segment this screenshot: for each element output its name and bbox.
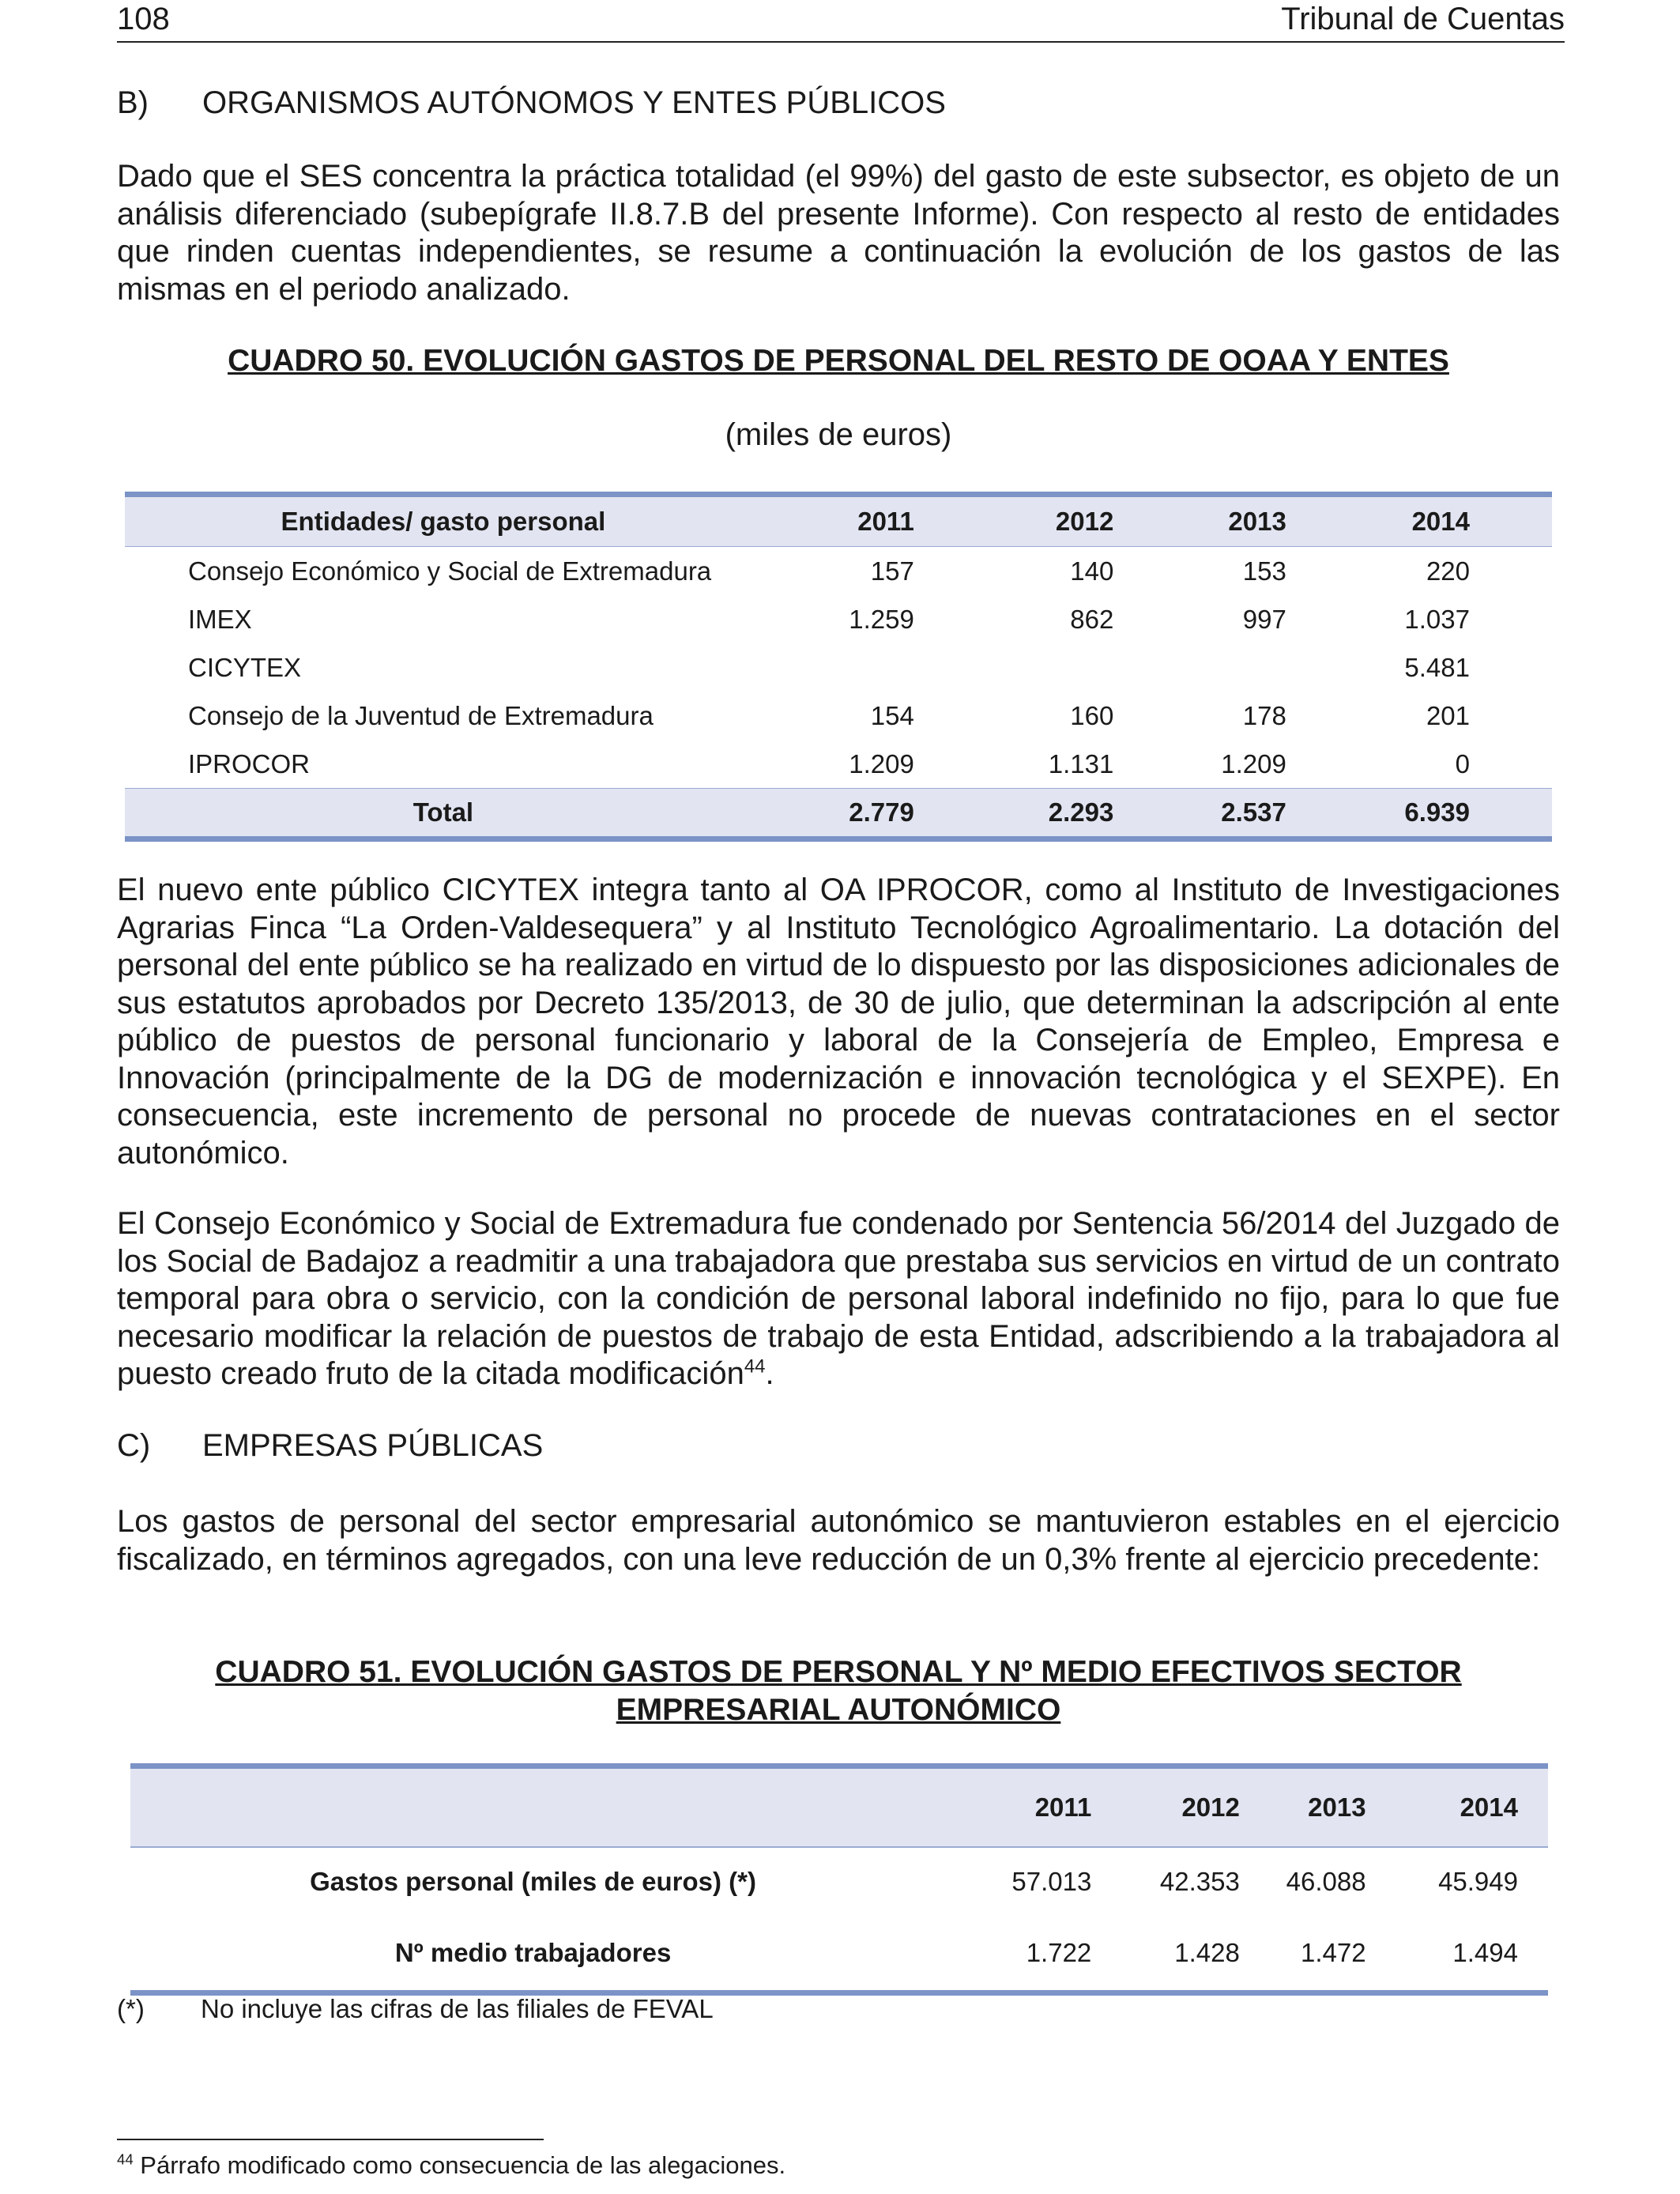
section-b-heading xyxy=(117,85,1560,125)
table-cell: IPROCOR xyxy=(188,748,311,778)
table-cell: 157 xyxy=(870,556,914,586)
table-cell: 220 xyxy=(1426,556,1470,586)
table-cell: 1.037 xyxy=(1404,604,1470,634)
paragraph-4: Los gastos de personal del sector empresarial autonómico se mantuvieron estables en el ejercicio fiscalizado, en términos agregados, con una leve reducción de un 0,3% frente al ejercicio precedente: xyxy=(117,1504,1560,1577)
table-note xyxy=(117,1994,1223,2026)
column-header: 2013 xyxy=(1241,1766,1367,1848)
section-c-heading xyxy=(117,1428,1560,1468)
total-label: Total xyxy=(412,797,474,827)
table-cell: 201 xyxy=(1426,700,1470,730)
table-50 xyxy=(125,492,1552,842)
table-50-caption: CUADRO 50. EVOLUCIÓN GASTOS DE PERSONAL DEL RESTO DE OOAA Y ENTES xyxy=(228,344,1449,378)
table-cell: 1.428 xyxy=(1174,1938,1240,1967)
total-cell: 6.939 xyxy=(1404,797,1470,827)
table-row xyxy=(125,595,1552,643)
column-header: 2011 xyxy=(936,1766,1091,1848)
table-cell: 140 xyxy=(1070,556,1114,586)
row-label: Gastos personal (miles de euros) (*) xyxy=(310,1867,756,1896)
table-cell: 154 xyxy=(870,700,914,730)
total-cell: 2.293 xyxy=(1048,797,1114,827)
table-cell: 1.209 xyxy=(849,748,914,778)
paragraph-3 xyxy=(117,1205,1560,1393)
table-cell xyxy=(1114,643,1287,692)
column-header: 2012 xyxy=(1091,1766,1241,1848)
table-cell: 45.949 xyxy=(1438,1867,1518,1896)
table-cell: 862 xyxy=(1070,604,1114,634)
table-cell: 1.259 xyxy=(849,604,914,634)
column-header: 2014 xyxy=(1367,1766,1548,1848)
table-row xyxy=(125,692,1552,740)
page-number: 108 xyxy=(117,2,170,36)
table-cell: 997 xyxy=(1242,604,1286,634)
table-cell: 160 xyxy=(1070,700,1114,730)
table-51-caption xyxy=(117,1653,1560,1729)
table-cell: Consejo de la Juventud de Extremadura xyxy=(188,700,654,730)
table-cell: 42.353 xyxy=(1159,1867,1240,1896)
table-row xyxy=(125,547,1552,596)
table-50-unit: (miles de euros) xyxy=(725,417,952,452)
column-header: 2012 xyxy=(915,495,1115,547)
table-cell: Consejo Económico y Social de Extremadura xyxy=(188,556,712,586)
section-c-title: EMPRESAS PÚBLICAS xyxy=(202,1428,544,1463)
table-note-text: No incluye las cifras de las filiales de FEVAL xyxy=(201,1994,714,2023)
table-header-row xyxy=(125,495,1552,547)
table-cell: 1.722 xyxy=(1026,1938,1092,1967)
footnote-number: 44 xyxy=(117,2151,134,2168)
table-header-row xyxy=(130,1766,1548,1848)
column-header: Entidades/ gasto personal xyxy=(125,495,763,547)
table-cell xyxy=(763,643,915,692)
table-cell: 1.472 xyxy=(1300,1938,1366,1967)
column-header: 2014 xyxy=(1287,495,1552,547)
total-cell: 2.537 xyxy=(1221,797,1286,827)
footnote-ref: 44 xyxy=(744,1355,766,1378)
table-cell: 5.481 xyxy=(1404,652,1470,682)
table-cell xyxy=(915,643,1115,692)
column-header xyxy=(130,1766,936,1848)
table-cell: 0 xyxy=(1455,748,1470,778)
paragraph-1: Dado que el SES concentra la práctica totalidad (el 99%) del gasto de este subsector, es objeto de un análisis diferenciado (subepígrafe II.8.7.B del presente Informe). Con respecto al resto de entidades que rinden cuentas independientes, se resume a continuación la evolución de los gastos de las mismas en el periodo analizado. xyxy=(117,159,1560,307)
footnote-text: Párrafo modificado como consecuencia de las alegaciones. xyxy=(133,2151,786,2179)
table-cell: 1.131 xyxy=(1048,748,1114,778)
row-label: Nº medio trabajadores xyxy=(394,1938,672,1967)
section-b-title: ORGANISMOS AUTÓNOMOS Y ENTES PÚBLICOS xyxy=(202,85,946,120)
table-51-caption-line-1: CUADRO 51. EVOLUCIÓN GASTOS DE PERSONAL Y Nº MEDIO EFECTIVOS SECTOR xyxy=(215,1655,1462,1689)
table-cell: IMEX xyxy=(188,604,252,634)
table-row xyxy=(130,1916,1548,1993)
table-cell: 46.088 xyxy=(1286,1867,1366,1896)
table-cell: 57.013 xyxy=(1011,1867,1092,1896)
table-row xyxy=(125,643,1552,692)
total-cell: 2.779 xyxy=(849,797,914,827)
section-b-label: B) xyxy=(117,85,149,120)
footnote-divider xyxy=(117,2139,544,2140)
table-total-row xyxy=(125,789,1552,839)
table-cell: 1.494 xyxy=(1452,1938,1518,1967)
table-row xyxy=(130,1847,1548,1916)
page-header xyxy=(117,0,1565,43)
table-cell: CICYTEX xyxy=(188,652,302,682)
table-cell: 1.209 xyxy=(1221,748,1286,778)
table-cell: 153 xyxy=(1242,556,1286,586)
paragraph-3-end: . xyxy=(765,1356,774,1391)
paragraph-3-text: El Consejo Económico y Social de Extremadura fue condenado por Sentencia 56/2014 del Juzgado de los Social de Badajoz a readmitir a una trabajadora que prestaba sus servicios en virtud de un contrato temporal para obra o servicio, con la condición de personal laboral indefinido no fijo, para lo que fue necesario modificar la relación de puestos de trabajo de esta Entidad, adscribiendo a la trabajadora al puesto creado fruto de la citada modificación xyxy=(117,1206,1560,1391)
table-51 xyxy=(130,1763,1548,1996)
table-51-caption-line-2: EMPRESARIAL AUTONÓMICO xyxy=(616,1693,1061,1727)
table-note-marker: (*) xyxy=(117,1994,145,2023)
column-header: 2013 xyxy=(1114,495,1287,547)
table-row xyxy=(125,740,1552,789)
column-header: 2011 xyxy=(763,495,915,547)
footnote xyxy=(117,2151,785,2180)
paragraph-2: El nuevo ente público CICYTEX integra tanto al OA IPROCOR, como al Instituto de Investigaciones Agrarias Finca “La Orden-Valdesequera” y al Instituto Tecnológico Agroalimentario. La dotación del personal del ente público se ha realizado en virtud de lo dispuesto por las disposiciones adicionales de sus estatutos aprobados por Decreto 135/2013, de 30 de julio, que determinan la adscripción al ente público de puestos de personal funcionario y laboral de la Consejería de Empleo, Empresa e Innovación (principalmente de la DG de modernización e innovación tecnológica y el SEXPE). En consecuencia, este incremento de personal no procede de nuevas contrataciones en el sector autonómico. xyxy=(117,873,1560,1171)
table-cell: 178 xyxy=(1242,700,1286,730)
publisher-name: Tribunal de Cuentas xyxy=(1281,2,1565,36)
section-c-label: C) xyxy=(117,1428,151,1463)
